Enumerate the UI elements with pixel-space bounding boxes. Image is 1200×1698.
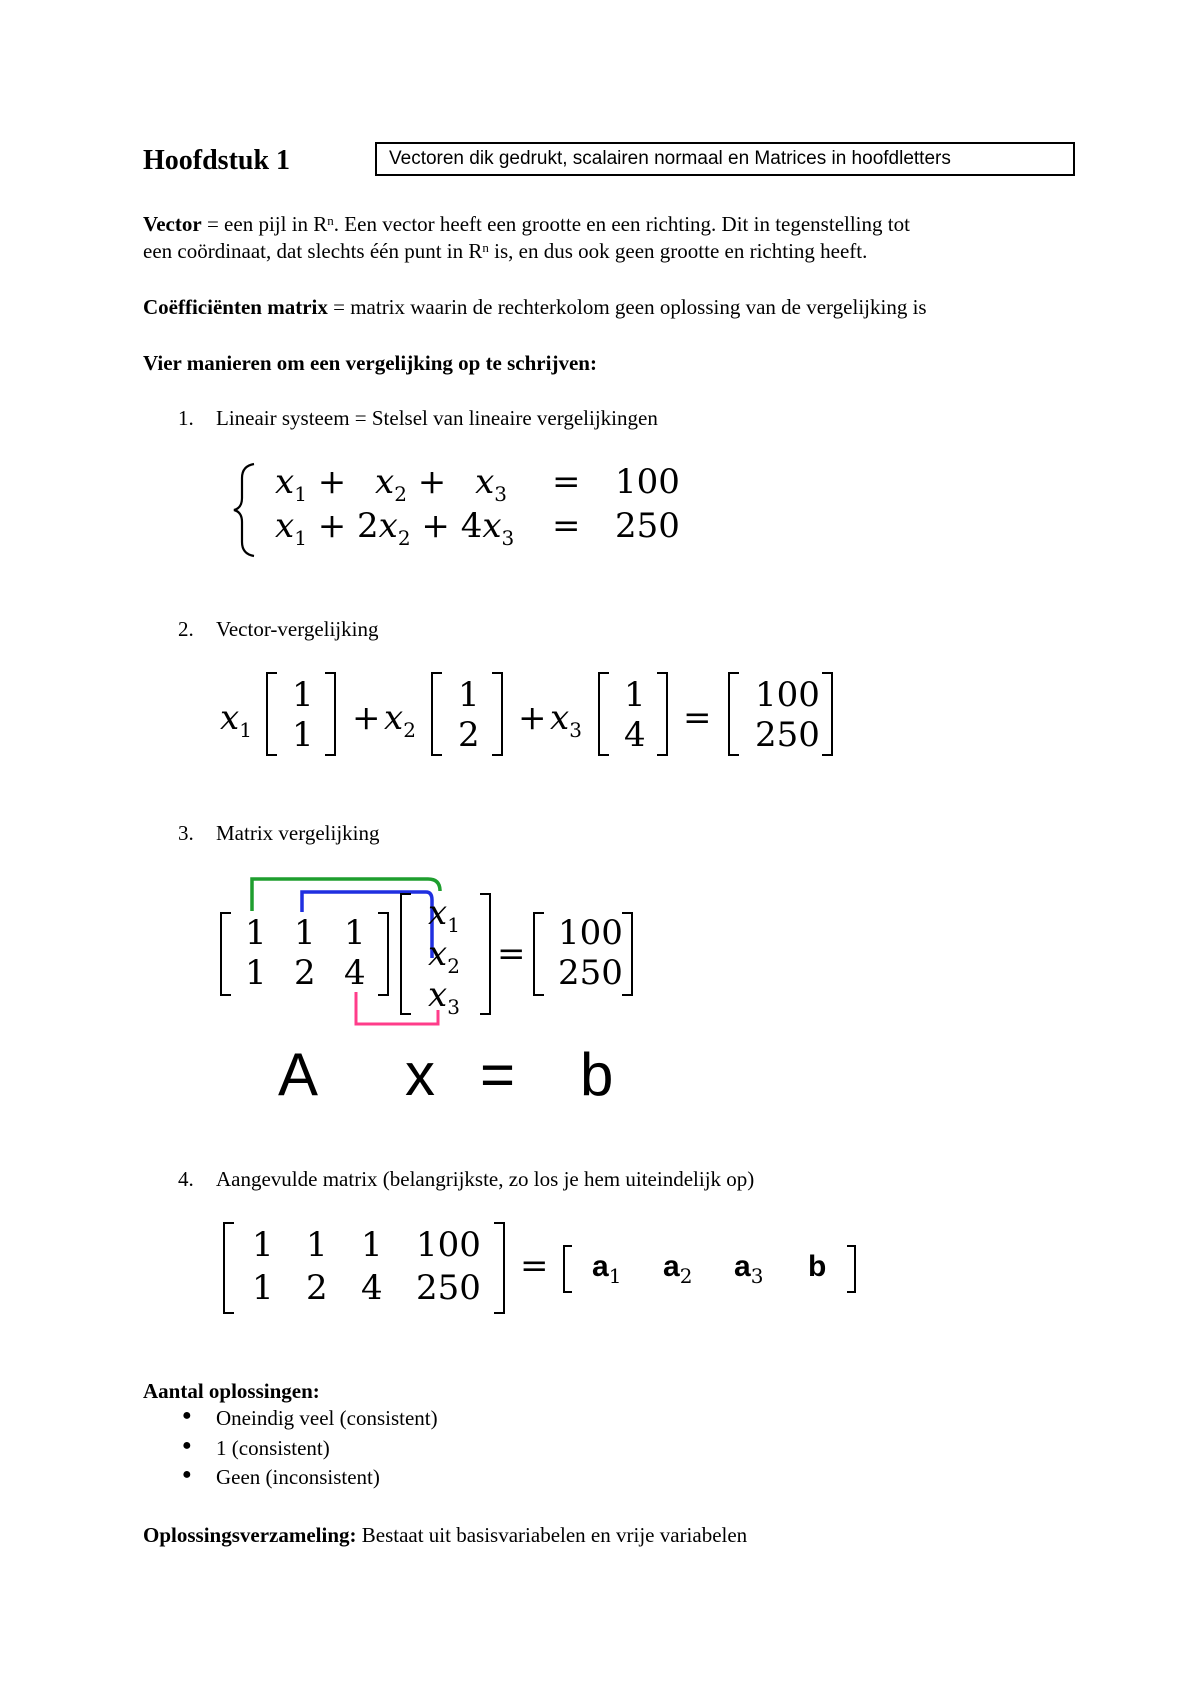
vector-col3-top: 1 — [624, 675, 646, 715]
vector-definition-line1 — [143, 211, 910, 237]
var-x: x — [384, 698, 404, 738]
var-x: x — [275, 462, 295, 502]
aug-r1c1: 1 — [252, 1225, 274, 1265]
aug-col-a3 — [734, 1250, 763, 1288]
vector-eq-x1 — [220, 698, 252, 750]
vector-eq-x3 — [550, 698, 582, 750]
var-x: x — [428, 975, 448, 1015]
right-bracket — [820, 672, 834, 756]
aug-r2c1: 1 — [252, 1268, 274, 1308]
label-x: x — [405, 1041, 435, 1108]
system-row-2-rhs: 250 — [615, 506, 680, 546]
col-name: a — [663, 1250, 680, 1283]
vector-def-text-b: . Een vector heeft een grootte en een richting. Dit in tegenstelling tot — [333, 212, 910, 236]
var-x: x — [482, 506, 502, 546]
right-bracket — [845, 1245, 857, 1293]
aug-r2c4: 250 — [416, 1268, 481, 1308]
plus-coef: + 2 — [317, 506, 379, 546]
vector-col1-bottom: 1 — [292, 715, 314, 755]
aug-r2c3: 4 — [361, 1268, 383, 1308]
vector-rhs-bottom: 250 — [755, 715, 820, 755]
matrix-b-top: 100 — [558, 913, 623, 953]
matrix-a-r2c1: 1 — [245, 953, 267, 993]
matrix-x3 — [428, 975, 460, 1027]
item-number-4: 4. — [178, 1167, 194, 1191]
matrix-b-bottom: 250 — [558, 953, 623, 993]
superscript-n: n — [327, 213, 334, 228]
vector-term: Vector — [143, 212, 202, 236]
system-brace — [230, 462, 260, 558]
col-name: a — [734, 1250, 751, 1283]
matrix-a-r2c2: 2 — [294, 953, 316, 993]
system-row-1-rhs: 100 — [615, 462, 680, 502]
col-name: a — [592, 1250, 609, 1283]
item-label-4: Aangevulde matrix (belangrijkste, zo los je hem uiteindelijk op) — [216, 1167, 755, 1191]
coefficient-term: Coëfficiënten matrix — [143, 295, 328, 319]
superscript-n: n — [482, 240, 489, 255]
vector-rhs-top: 100 — [755, 675, 820, 715]
var-x: x — [375, 462, 395, 502]
item-number-3: 3. — [178, 821, 194, 845]
system-row-2-eq: = — [552, 506, 581, 546]
coefficient-matrix-definition — [143, 294, 927, 320]
var-x: x — [378, 506, 398, 546]
solution-set-text: Bestaat uit basisvariabelen en vrije variabelen — [356, 1523, 748, 1547]
subscript: 2 — [403, 717, 416, 742]
left-bracket — [219, 912, 233, 996]
vector-def-text-d: is, en dus ook geen grootte en richting heeft. — [488, 239, 868, 263]
bullet-icon: ● — [182, 1466, 192, 1483]
left-bracket — [265, 672, 279, 756]
aug-equals: = — [520, 1246, 549, 1286]
vector-def-text-a: = een pijl in R — [201, 212, 328, 236]
vector-definition-line2 — [143, 238, 867, 264]
right-bracket — [323, 672, 337, 756]
left-bracket — [562, 1245, 574, 1293]
matrix-a-r1c3: 1 — [344, 913, 366, 953]
matrix-eq-equals: = — [497, 934, 526, 974]
subscript: 3 — [750, 1264, 764, 1288]
vector-col3-bottom: 4 — [624, 715, 646, 755]
coefficient-def-text: = matrix waarin de rechterkolom geen oplossing van de vergelijking is — [327, 295, 927, 319]
item-number-1: 1. — [178, 406, 194, 430]
left-bracket — [399, 893, 413, 1015]
aug-r1c2: 1 — [306, 1225, 328, 1265]
plus-sign: + — [417, 462, 447, 502]
vector-col1-top: 1 — [292, 675, 314, 715]
label-equals: = — [480, 1041, 516, 1108]
label-b: b — [580, 1041, 614, 1108]
item-label-1: Lineair systeem = Stelsel van lineaire vergelijkingen — [216, 406, 658, 430]
aug-r1c3: 1 — [361, 1225, 383, 1265]
vector-col2-bottom: 2 — [458, 715, 480, 755]
matrix-a-r1c1: 1 — [245, 913, 267, 953]
solution-bullet-1: Oneindig veel (consistent) — [216, 1406, 438, 1430]
left-bracket — [222, 1222, 236, 1314]
vector-col2-top: 1 — [458, 675, 480, 715]
left-bracket — [532, 912, 546, 996]
subscript: 1 — [447, 912, 460, 937]
matrix-a-r1c2: 1 — [294, 913, 316, 953]
right-bracket — [492, 1222, 506, 1314]
item-label-3: Matrix vergelijking — [216, 821, 380, 845]
left-bracket — [727, 672, 741, 756]
right-bracket — [490, 672, 504, 756]
four-ways-heading: Vier manieren om een vergelijking op te schrijven: — [143, 351, 597, 375]
chapter-heading: Hoofdstuk 1 — [143, 145, 291, 176]
subscript: 2 — [394, 481, 407, 506]
left-bracket — [597, 672, 611, 756]
var-x: x — [275, 506, 295, 546]
aug-col-b: b — [808, 1250, 827, 1283]
subscript: 1 — [239, 717, 252, 742]
subscript: 1 — [294, 481, 307, 506]
item-number-2: 2. — [178, 617, 194, 641]
subscript: 3 — [501, 525, 515, 550]
subscript: 1 — [294, 525, 307, 550]
vector-eq-plus-1: + — [352, 698, 381, 738]
aug-col-a1 — [592, 1250, 621, 1288]
subscript: 2 — [447, 953, 460, 978]
var-x: x — [428, 893, 448, 933]
vector-def-text-c: een coördinaat, dat slechts één punt in R — [143, 239, 483, 263]
plus-coef: + 4 — [421, 506, 483, 546]
subscript: 2 — [679, 1264, 693, 1288]
subscript: 2 — [397, 525, 411, 550]
right-bracket — [376, 912, 390, 996]
subscript: 3 — [494, 481, 508, 506]
matrix-a-r2c3: 4 — [344, 953, 366, 993]
subscript: 3 — [569, 717, 582, 742]
var-x: x — [220, 698, 240, 738]
aug-col-a2 — [663, 1250, 692, 1288]
solution-set-term: Oplossingsverzameling: — [143, 1523, 357, 1547]
aug-r1c4: 100 — [416, 1225, 481, 1265]
system-row-1-eq: = — [552, 462, 581, 502]
right-bracket — [478, 893, 492, 1015]
solution-set-definition — [143, 1522, 747, 1548]
right-bracket — [620, 912, 634, 996]
blue-connector — [298, 888, 438, 960]
label-A: A — [278, 1041, 319, 1108]
var-x: x — [428, 934, 448, 974]
right-bracket — [655, 672, 669, 756]
subscript: 3 — [447, 994, 460, 1019]
subscript: 1 — [608, 1264, 622, 1288]
vector-eq-plus-2: + — [518, 698, 547, 738]
left-bracket — [430, 672, 444, 756]
item-label-2: Vector-vergelijking — [216, 617, 379, 641]
aug-r2c2: 2 — [306, 1268, 328, 1308]
system-row-2 — [275, 506, 514, 558]
var-x: x — [550, 698, 570, 738]
vector-eq-equals: = — [683, 698, 712, 738]
notation-note: Vectoren dik gedrukt, scalairen normaal en Matrices in hoofdletters — [375, 142, 1075, 176]
bullet-icon: ● — [182, 1407, 192, 1424]
var-x: x — [475, 462, 495, 502]
solutions-heading: Aantal oplossingen: — [143, 1379, 320, 1403]
solution-bullet-3: Geen (inconsistent) — [216, 1465, 380, 1489]
vector-eq-x2 — [384, 698, 416, 750]
plus-sign: + — [317, 462, 347, 502]
solution-bullet-2: 1 (consistent) — [216, 1436, 330, 1460]
bullet-icon: ● — [182, 1437, 192, 1454]
